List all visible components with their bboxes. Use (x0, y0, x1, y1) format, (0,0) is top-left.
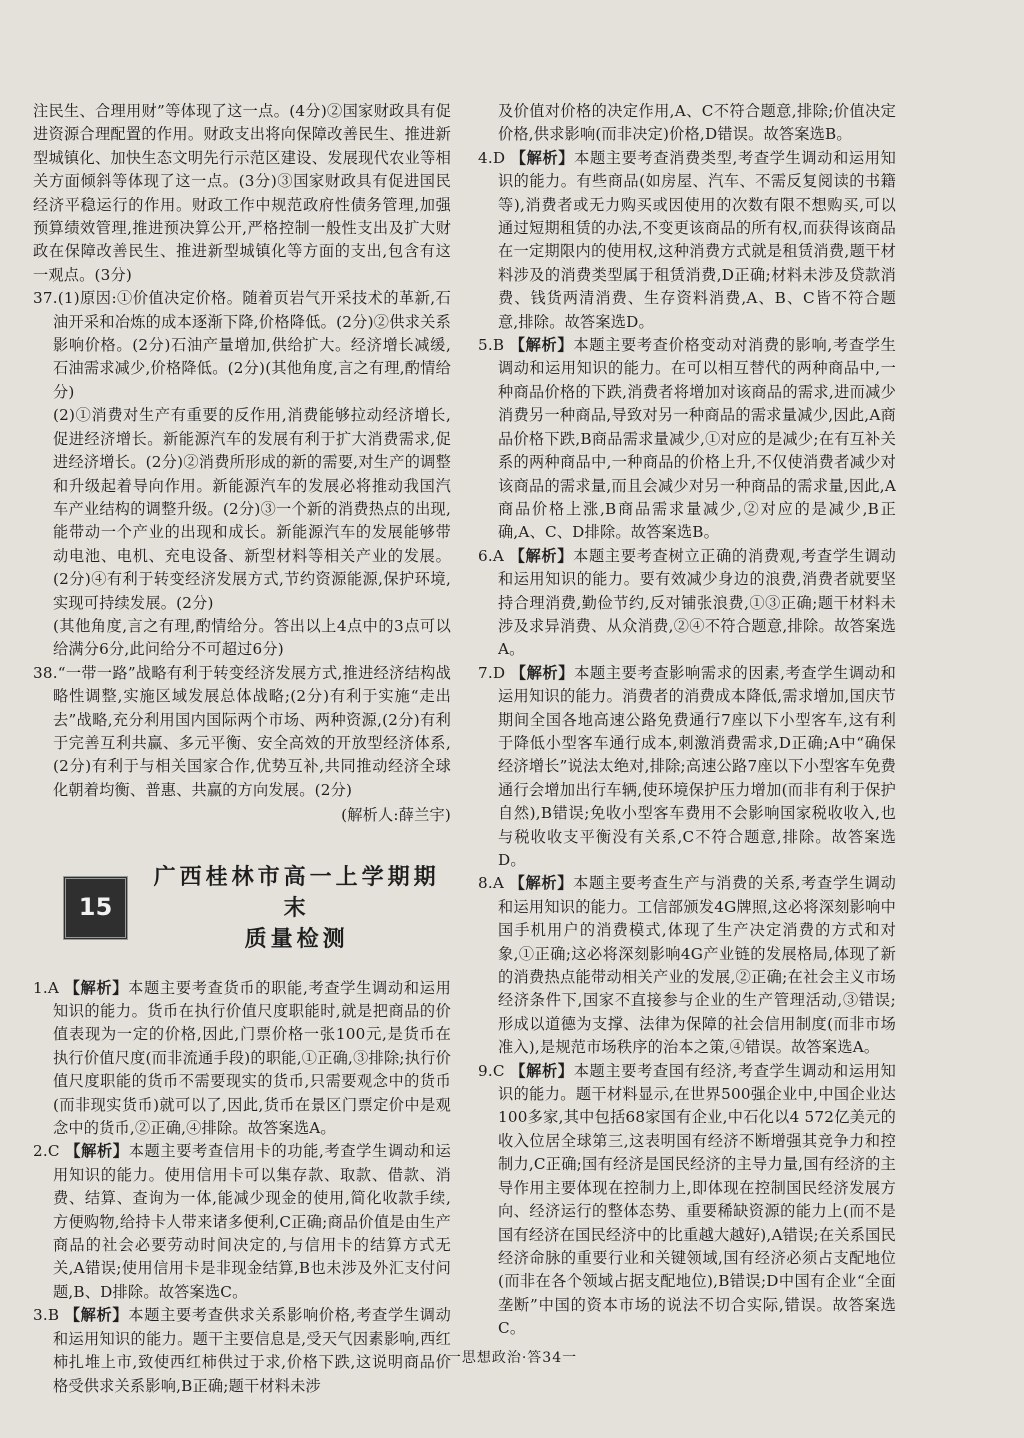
answer-38: 38.“一带一路”战略有利于转变经济发展方式,推进经济结构战略性调整,实施区域发展总体战略;(2分)有利于实施“走出去”战略,充分利用国内国际两个市场、两种资源,(2分)有利于完善互利共赢、多元平衡、安全高效的开放型经济体系,(2分)有利于与相关国家合作,优势互补,共同推动经济全球化朝着均衡、普惠、共赢的方向发展。(2分) (33, 663, 451, 799)
section-number-badge: 15 (63, 876, 128, 940)
answer-6-body: 本题主要考查树立正确的消费观,考查学生调动和运用知识的能力。要有效减少身边的浪费,消费者就要坚持合理消费,勤俭节约,反对铺张浪费,①③正确;题干材料未涉及求异消费、从众消费,②④不符合题意,排除。故答案选A。 (498, 546, 896, 659)
left-column (33, 100, 451, 1398)
answer-5 (478, 334, 896, 545)
answer-4-choice: 4.D (478, 148, 511, 167)
answer-4 (478, 147, 896, 334)
answer-4-tag: 【解析】 (510, 148, 575, 167)
section-title-line1: 广西桂林市高一上学期期末 (153, 864, 440, 921)
answer-2 (33, 1140, 451, 1304)
answer-37-part2: (2)①消费对生产有重要的反作用,消费能够拉动经济增长,促进经济增长。新能源汽车的发展有利于扩大消费需求,促进经济增长。(2分)②消费所形成的新的需要,对生产的调整和升级起着导向作用。新能源汽车的发展必将推动我国汽车产业结构的调整升级。(2分)③一个新的消费热点的出现,能带动一个产业的出现和成长。新能源汽车的发展能够带动电池、电机、充电设备、新型材料等相关产业的发展。(2分)④有利于转变经济发展方式,节约资源能源,保护环境,实现可持续发展。(2分) (53, 406, 451, 612)
answer-3-body: 本题主要考查供求关系影响价格,考查学生调动和运用知识的能力。题干主要信息是,受天气因素影响,西红柿扎堆上市,致使西红柿供过于求,价格下跌,这说明商品价格受供求关系影响,B正确;题干材料未涉 (53, 1306, 451, 1395)
answer-8 (478, 872, 896, 1059)
answer-2-tag: 【解析】 (65, 1142, 129, 1161)
answer-9-body: 本题主要考查国有经济,考查学生调动和运用知识的能力。题干材料显示,在世界500强企业中,中国企业达100多家,其中包括68家国有企业,中石化以4 572亿美元的收入位居全球第三,这表明国有经济不断增强其竞争力和控制力,C正确;国有经济是国民经济的主导力量,国有经济的主导作用主要体现在控制力上,即体现在控制国民经济发展方向、经济运行的整体态势、重要稀缺资源的能力上(而不是国有经济在国民经济中的比重越大越好),A错误;在关系国民经济命脉的重要行业和关键领域,国有经济必须占支配地位(而非在各个领域占据支配地位),B错误;D中国有企业“全面垄断”中国的资本市场的说法不切合实际,错误。故答案选C。 (498, 1061, 896, 1338)
answer-7-tag: 【解析】 (510, 663, 575, 682)
answer-8-choice: 8.A (478, 874, 510, 893)
answer-2-choice: 2.C (33, 1142, 66, 1161)
answer-8-tag: 【解析】 (509, 874, 574, 893)
answer-4-body: 本题主要考查消费类型,考查学生调动和运用知识的能力。有些商品(如房屋、汽车、不需反复阅读的书籍等),消费者或无力购买或因使用的次数有限不想购买,可以通过短期租赁的办法,不变更该商品的所有权,而获得该商品在一定期限内的使用权,这种消费方式就是租赁消费,题干材料涉及的消费类型属于租赁消费,D正确;材料未涉及贷款消费、钱货两清消费、生存资料消费,A、B、C皆不符合题意,排除。故答案选D。 (498, 148, 896, 331)
answer-9-tag: 【解析】 (510, 1061, 574, 1080)
answer-9 (478, 1060, 896, 1341)
answer-3-tag: 【解析】 (64, 1306, 129, 1325)
section-header (63, 862, 451, 955)
right-column (478, 100, 896, 1341)
section-title (142, 862, 451, 955)
paragraph-36-continued: 注民生、合理用财”等体现了这一点。(4分)②国家财政具有促进资源合理配置的作用。财政支出将向保障改善民生、推进新型城镇化、加快生态文明先行示范区建设、发展现代农业等相关方面倾斜等体现了这一点。(3分)③国家财政具有促进国民经济平稳运行的作用。财政工作中规范政府性债务管理,加强预算绩效管理,推进预决算公开,严格控制一般性支出及扩大财政在保障改善民生、推进新型城镇化等方面的支出,包含有这一观点。(3分) (33, 102, 451, 284)
answer-37-note: (其他角度,言之有理,酌情给分。答出以上4点中的3点可以给满分6分,此问给分不可超过6分) (53, 616, 451, 659)
answer-7 (478, 662, 896, 873)
answer-5-tag: 【解析】 (509, 336, 574, 355)
answer-1 (33, 977, 451, 1141)
answer-1-body: 本题主要考查货币的职能,考查学生调动和运用知识的能力。货币在执行价值尺度职能时,就是把商品的价值表现为一定的价格,因此,门票价格一张100元,是货币在执行价值尺度(而非流通手段)的职能,①正确,③排除;执行价值尺度职能的货币不需要现实的货币,只需要观念中的货币(而非现实货币)就可以了,因此,货币在景区门票定价中是观念中的货币,②正确,④排除。故答案选A。 (53, 978, 451, 1138)
answer-8-body: 本题主要考查生产与消费的关系,考查学生调动和运用知识的能力。工信部颁发4G牌照,这必将深刻影响中国手机用户的消费模式,体现了生产决定消费的方式和对象,①正确;这必将深刻影响4G产业链的发展格局,体现了新的消费热点能带动相关产业的发展,②正确;在社会主义市场经济条件下,国家不直接参与企业的生产管理活动,③错误;形成以道德为支撑、法律为保障的社会信用制度(而非市场准入),是规范市场秩序的治本之策,④错误。故答案选A。 (498, 874, 896, 1057)
answer-7-body: 本题主要考查影响需求的因素,考查学生调动和运用知识的能力。消费者的消费成本降低,需求增加,国庆节期间全国各地高速公路免费通行7座以下小型客车,这有利于降低小型客车通行成本,刺激消费需求,D正确;A中“确保经济增长”说法太绝对,排除;高速公路7座以下小型客车免费通行会增加出行车辆,使环境保护压力增加(而非有利于保护自然),B错误;免收小型客车费用不会影响国家税收收入,也与税收收支平衡没有关系,C不符合题意,排除。故答案选D。 (498, 663, 896, 869)
answer-37-part1: 37.(1)原因:①价值决定价格。随着页岩气开采技术的革新,石油开采和冶炼的成本逐渐下降,价格降低。(2分)②供求关系影响价格。(2分)石油产量增加,供给扩大。经济增长减缓,石油需求减少,价格降低。(2分)(其他角度,言之有理,酌情给分) (33, 289, 451, 401)
section-title-line2: 质量检测 (244, 926, 349, 952)
answer-5-body: 本题主要考查价格变动对消费的影响,考查学生调动和运用知识的能力。在可以相互替代的两种商品中,一种商品价格的下跌,消费者将增加对该商品的需求,进而减少消费另一种商品,导致对另一种商品的需求量减少,因此,A商品价格下跌,B商品需求量减少,①对应的是减少;在有互补关系的两种商品中,一种商品的价格上升,不仅使消费者减少对该商品的需求量,而且会减少对另一种商品的需求量,因此,A商品价格上涨,B商品需求量减少,②对应的是减少,B正确,A、C、D排除。故答案选B。 (498, 336, 896, 542)
answer-1-tag: 【解析】 (64, 978, 129, 997)
answer-5-choice: 5.B (478, 336, 510, 355)
answer-6-choice: 6.A (478, 546, 510, 565)
answer-6-tag: 【解析】 (509, 546, 574, 565)
page-footer: 一思想政治·答34一 (446, 1350, 578, 1366)
answer-7-choice: 7.D (478, 663, 511, 682)
answer-6 (478, 545, 896, 662)
answer-3-continued: 及价值对价格的决定作用,A、C不符合题意,排除;价值决定价格,供求影响(而非决定)价格,D错误。故答案选B。 (498, 102, 896, 144)
analyst-signature: (解析人:薛兰宇) (341, 806, 451, 825)
answer-1-choice: 1.A (33, 978, 65, 997)
answer-3-choice: 3.B (33, 1306, 65, 1325)
answer-9-choice: 9.C (478, 1061, 511, 1080)
answer-2-body: 本题主要考查信用卡的功能,考查学生调动和运用知识的能力。使用信用卡可以集存款、取款、借款、消费、结算、查询为一体,能减少现金的使用,简化收款手续,方便购物,给持卡人带来诸多便利,C正确;商品价值是由生产商品的社会必要劳动时间决定的,与信用卡的结算方式无关,A错误;使用信用卡是非现金结算,B也未涉及外汇支付问题,B、D排除。故答案选C。 (53, 1142, 451, 1301)
